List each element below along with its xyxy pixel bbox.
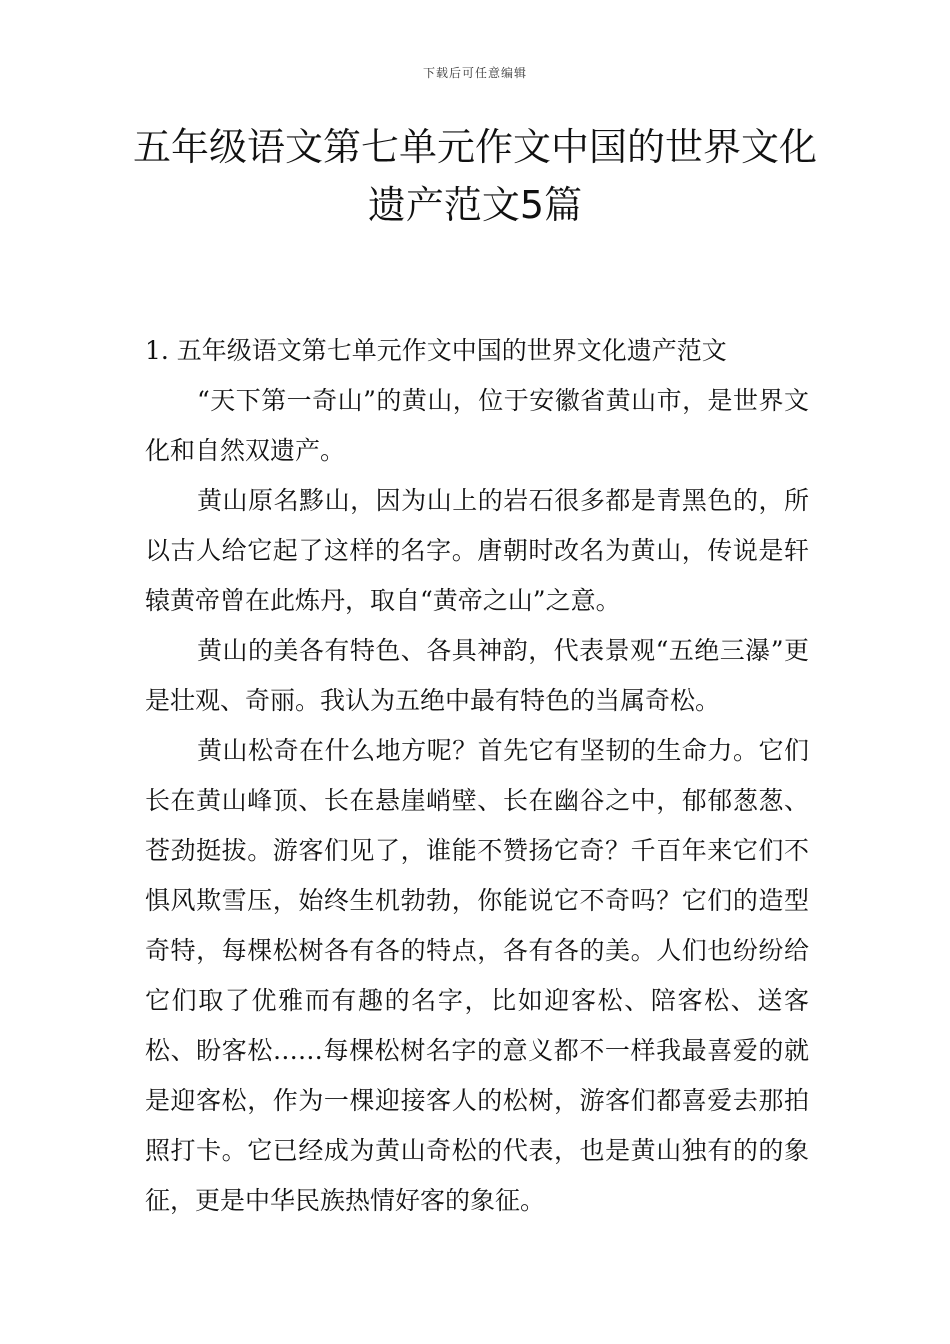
title-line-2: 遗产范文5篇: [367, 183, 583, 227]
title-line-1: 五年级语文第七单元作文中国的世界文化: [132, 125, 817, 169]
paragraph: 黄山的美各有特色、各具神韵，代表景观“五绝三瀑”更是壮观、奇丽。我认为五绝中最有特色的当属奇松。: [145, 636, 809, 715]
paragraph: “天下第一奇山”的黄山，位于安徽省黄山市，是世界文化和自然双遗产。: [145, 386, 809, 465]
document-title: [120, 118, 830, 234]
section-heading: 1. 五年级语文第七单元作文中国的世界文化遗产范文: [145, 336, 727, 365]
paragraph: 黄山原名黟山，因为山上的岩石很多都是青黑色的，所以古人给它起了这样的名字。唐朝时改名为黄山，传说是轩辕黄帝曾在此炼丹，取自“黄帝之山”之意。: [145, 486, 809, 615]
document-body: [145, 326, 809, 1226]
paragraph: 黄山松奇在什么地方呢？首先它有坚韧的生命力。它们长在黄山峰顶、长在悬崖峭壁、长在幽谷之中，郁郁葱葱、苍劲挺拔。游客们见了，谁能不赞扬它奇？千百年来它们不惧风欺雪压，始终生机勃勃，你能说它不奇吗？它们的造型奇特，每棵松树各有各的特点，各有各的美。人们也纷纷给它们取了优雅而有趣的名字，比如迎客松、陪客松、送客松、盼客松……每棵松树名字的意义都不一样我最喜爱的就是迎客松，作为一棵迎接客人的松树，游客们都喜爱去那拍照打卡。它已经成为黄山奇松的代表，也是黄山独有的的象征，更是中华民族热情好客的象征。: [145, 736, 809, 1215]
header-note: 下载后可任意编辑: [422, 66, 527, 80]
